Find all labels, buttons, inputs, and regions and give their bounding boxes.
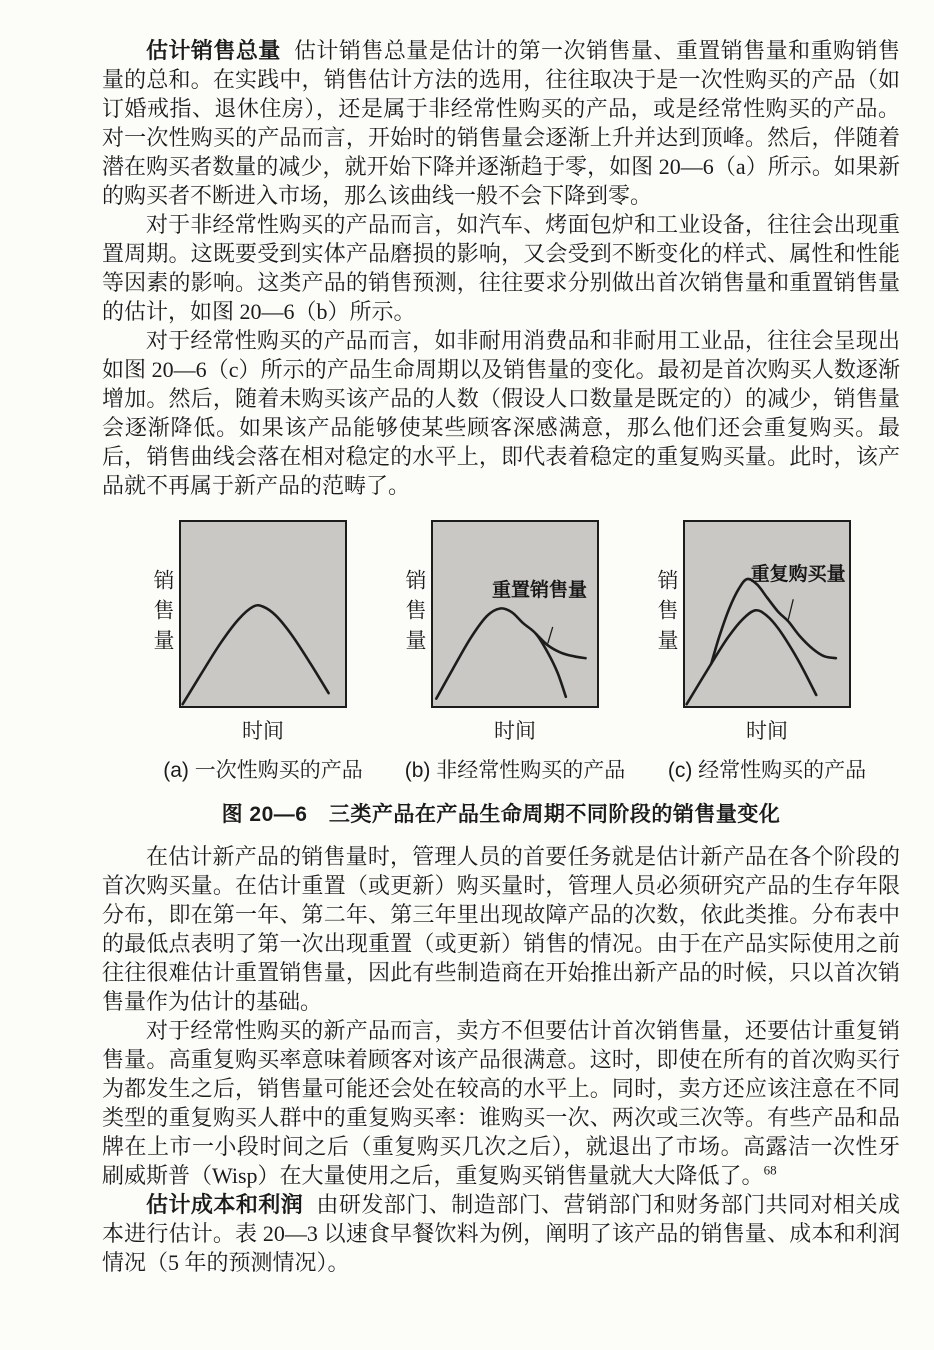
paragraph-infrequent-products: 对于非经常性购买的产品而言，如汽车、烤面包炉和工业设备，往往会出现重置周期。这既要受到实体产品磨损的影响，又会受到不断变化的样式、属性和性能等因素的影响。这类产品的销售预测，往往要求分别做出首次销售量和重置销售量的估计，如图 20—6（b）所示。 [102,212,900,324]
chart-panel-a [151,520,363,784]
plot-area [431,520,599,708]
paragraph-estimate-costs-profits [102,1190,900,1277]
run-in-heading-estimate-costs-profits: 估计成本和利润 [146,1192,304,1217]
paragraph-text: 估计销售总量是估计的第一次销售量、重置销售量和重购销售量的总和。在实践中，销售估计方法的选用，往往取决于是一次性购买的产品（如订婚戒指、退休住房），还是属于非经常性购买的产品，或是经常性购买的产品。对一次性购买的产品而言，开始时的销售量会逐渐上升并达到顶峰。然后，伴随着潜在购买者数量的减少，就开始下降并逐渐趋于零，如图 20—6（a）所示。如果新的购买者不断进入市场，那么该曲线一般不会下降到零。 [102,38,900,208]
figure-caption: 图 20—6 三类产品在产品生命周期不同阶段的销售量变化 [221,803,781,826]
repeat-purchase-annotation: 重复购买量 [750,563,846,585]
chart-panel-b [403,520,626,784]
x-axis-label: 时间 [494,720,536,743]
y-axis-label: 销售量 [655,569,678,659]
panel-caption-text: (a) 一次性购买的产品 [163,759,363,782]
replacement-sales-annotation: 重置销售量 [492,580,588,602]
x-axis-label: 时间 [746,720,788,743]
paragraph-estimate-total-sales [102,36,900,210]
sales-curve-plot [433,522,597,706]
y-axis-label: 销售量 [151,569,174,659]
plot-area [683,520,851,708]
panel-caption-c [667,754,867,784]
paragraph-repeat-sales-estimation [102,1016,900,1190]
plot-row [151,520,347,708]
panel-caption-b [404,754,626,784]
panel-caption-text: (c) 经常性购买的产品 [667,759,867,782]
plot-row [403,520,599,708]
plot-row [655,520,851,708]
panel-caption-a [163,754,363,784]
x-axis-label: 时间 [242,720,284,743]
chart-panel-c [655,520,867,784]
plot-area [179,520,347,708]
footnote-reference-68: 68 [763,1162,777,1178]
run-in-heading-estimate-total-sales: 估计销售总量 [146,38,281,63]
paragraph-text: 由研发部门、制造部门、营销部门和财务部门共同对相关成本进行估计。表 20—3 以速食早餐饮料为例，阐明了该产品的销售量、成本和利润情况（5 年的预测情况）。 [102,1192,900,1275]
figure-20-6 [102,520,900,828]
sales-curve-plot [181,522,345,706]
paragraph-frequent-products: 对于经常性购买的产品而言，如非耐用消费品和非耐用工业品，往往会呈现出如图 20—6（c）所示的产品生命周期以及销售量的变化。最初是首次购买人数逐渐增加。然后，随着未购买该产品的人数（假设人口数量是既定的）的减少，销售量会逐渐降低。如果该产品能够使某些顾客深感满意，那么他们还会重复购买。最后，销售曲线会落在相对稳定的水平上，即代表着稳定的重复购买量。此时，该产品就不再属于新产品的范畴了。 [102,328,900,498]
paragraph-first-purchase-estimation: 在估计新产品的销售量时，管理人员的首要任务就是估计新产品在各个阶段的首次购买量。在估计重置（或更新）购买量时，管理人员必须研究产品的生存年限分布，即在第一年、第二年、第三年里出现故障产品的次数，依此类推。分布表中的最低点表明了第一次出现重置（或更新）销售的情况。由于在产品实际使用之前往往很难估计重置销售量，因此有些制造商在开始推出新产品的时候，只以首次销售量作为估计的基础。 [102,844,900,1014]
y-axis-label: 销售量 [403,569,426,659]
sales-curve-plot [685,522,849,706]
panel-caption-text: (b) 非经常性购买的产品 [404,759,626,782]
figure-panels-row [102,520,900,784]
paragraph-text: 对于经常性购买的新产品而言，卖方不但要估计首次销售量，还要估计重复销售量。高重复购买率意味着顾客对该产品很满意。这时，即使在所有的首次购买行为都发生之后，销售量可能还会处在较高的水平上。同时，卖方还应该注意在不同类型的重复购买人群中的重复购买率：谁购买一次、两次或三次等。有些产品和品牌在上市一小段时间之后（重复购买几次之后），就退出了市场。高露洁一次性牙刷威斯普（Wisp）在大量使用之后，重复购买销售量就大大降低了。 [102,1018,900,1188]
